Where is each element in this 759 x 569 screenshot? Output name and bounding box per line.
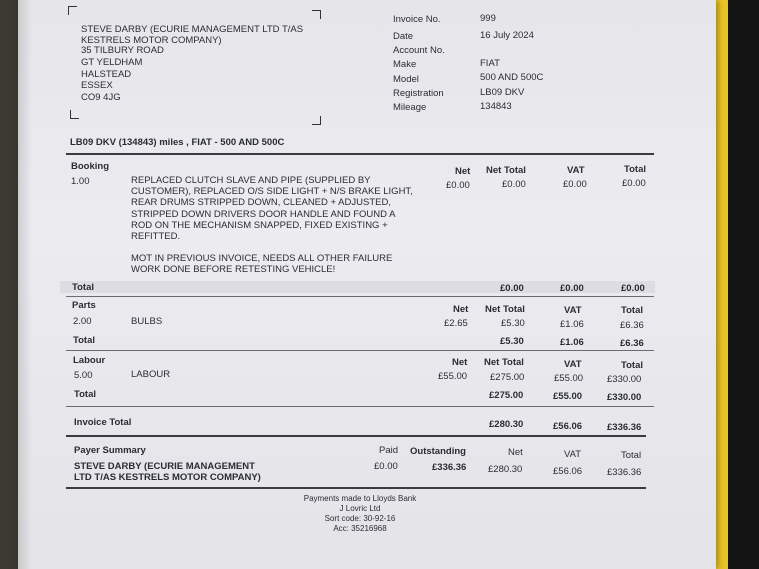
invoice-total-label: Invoice Total [74, 417, 132, 428]
address-line: CO9 4JG [81, 92, 121, 103]
labour-qty: 5.00 [74, 370, 93, 381]
meta-label: Date [393, 31, 414, 42]
labour-vat: £55.00 [554, 373, 584, 384]
booking-sum-vat: £0.00 [560, 283, 584, 294]
booking-sum-net-total: £0.00 [500, 283, 524, 294]
section-heading-parts: Parts [72, 300, 96, 311]
booking-net-total: £0.00 [502, 179, 526, 190]
payer-total: £336.36 [607, 467, 642, 478]
labour-total: £330.00 [607, 374, 642, 385]
meta-label: Registration [393, 88, 444, 99]
labour-sum-vat: £55.00 [553, 391, 583, 402]
payment-bank: Payments made to Lloyds Bank [303, 494, 417, 503]
booking-total: £0.00 [622, 178, 646, 189]
col-header-net-total: Net Total [486, 165, 526, 176]
address-line: 35 TILBURY ROAD [81, 45, 164, 56]
divider [66, 406, 654, 407]
customer-name-line2: KESTRELS MOTOR COMPANY) [81, 35, 222, 46]
parts-sum-vat: £1.06 [560, 337, 584, 348]
paper-shadow [18, 0, 32, 569]
address-corner-bottom-right [312, 116, 321, 125]
labour-net-total: £275.00 [490, 372, 525, 383]
booking-total-label: Total [72, 282, 94, 293]
col-header-net-total: Net Total [485, 304, 525, 315]
invoice-date: 16 July 2024 [480, 30, 534, 41]
booking-qty: 1.00 [71, 176, 90, 187]
booking-sum-total: £0.00 [621, 283, 645, 294]
labour-total-label: Total [74, 389, 96, 400]
parts-total: £6.36 [620, 320, 644, 331]
meta-label: Mileage [393, 102, 427, 113]
col-header-net: Net [453, 304, 469, 315]
vehicle-make: FIAT [480, 58, 500, 69]
labour-net: £55.00 [438, 371, 468, 382]
col-header-vat: VAT [564, 305, 582, 316]
col-header-total: Total [621, 360, 643, 371]
parts-net-total: £5.30 [501, 318, 525, 329]
meta-label: Invoice No. [393, 14, 441, 25]
col-header-total: Total [621, 450, 642, 461]
payer-summary-heading: Payer Summary [74, 445, 146, 456]
payment-company: J Lovric Ltd [339, 504, 381, 513]
parts-description: BULBS [131, 316, 163, 327]
col-header-outstanding: Outstanding [410, 446, 466, 457]
booking-note: MOT IN PREVIOUS INVOICE, NEEDS ALL OTHER FAILURE WORK DONE BEFORE RETESTING VEHICLE! [131, 253, 393, 276]
customer-name-line1: STEVE DARBY (ECURIE MANAGEMENT LTD T/AS [81, 24, 304, 35]
labour-sum-net-total: £275.00 [489, 390, 524, 401]
divider [66, 435, 646, 437]
address-line: ESSEX [81, 80, 113, 91]
col-header-net: Net [455, 166, 471, 177]
booking-net: £0.00 [446, 180, 470, 191]
background-edge [728, 0, 759, 569]
invoice-total-net: £280.30 [489, 419, 524, 430]
col-header-net: Net [508, 447, 523, 458]
col-header-total: Total [621, 305, 643, 316]
col-header-paid: Paid [379, 445, 399, 456]
section-heading-labour: Labour [73, 355, 106, 366]
booking-description: REPLACED CLUTCH SLAVE AND PIPE (SUPPLIED BY CUSTOMER), REPLACED O/S SIDE LIGHT + N/S BRAKE LIGHT, REAR DRUMS STRIPPED DOWN, CLEANED + ADJUSTED, STRIPPED DOWN DRIVERS DOOR HANDLE AND FOUND A ROD ON THE MECHANISM SNAPPED, FIXED EXISTING + REFITTED. [131, 175, 413, 243]
parts-net: £2.65 [444, 318, 468, 329]
address-line: HALSTEAD [81, 69, 132, 80]
invoice-total-total: £336.36 [607, 422, 642, 433]
col-header-vat: VAT [564, 449, 582, 460]
labour-description: LABOUR [131, 369, 171, 380]
address-corner-top-left [68, 6, 77, 15]
address-corner-top-right [312, 10, 321, 19]
payment-sort-code: Sort code: 30-92-16 [324, 514, 396, 523]
col-header-total: Total [624, 164, 646, 175]
divider [66, 153, 654, 155]
col-header-net-total: Net Total [484, 357, 524, 368]
payer-outstanding: £336.36 [432, 462, 467, 473]
labour-sum-total: £330.00 [607, 392, 642, 403]
payer-net: £280.30 [488, 464, 523, 475]
address-corner-bottom-left [70, 110, 79, 119]
payer-vat: £56.06 [553, 466, 583, 477]
payer-name-line1: STEVE DARBY (ECURIE MANAGEMENT [74, 461, 255, 472]
meta-label: Model [393, 74, 419, 85]
parts-vat: £1.06 [560, 319, 584, 330]
payment-account: Acc: 35216968 [333, 524, 387, 533]
meta-label: Make [393, 59, 417, 70]
divider [66, 487, 646, 489]
divider [66, 296, 654, 297]
meta-label: Account No. [393, 45, 445, 56]
parts-total-label: Total [73, 335, 95, 346]
col-header-net: Net [452, 357, 468, 368]
booking-vat: £0.00 [563, 179, 587, 190]
parts-sum-net-total: £5.30 [500, 336, 524, 347]
invoice-number: 999 [480, 13, 496, 24]
payer-paid: £0.00 [374, 461, 398, 472]
address-line: GT YELDHAM [81, 57, 143, 68]
invoice-total-vat: £56.06 [553, 421, 583, 432]
parts-sum-total: £6.36 [620, 338, 644, 349]
parts-qty: 2.00 [73, 316, 92, 327]
section-heading-booking: Booking [71, 161, 109, 172]
vehicle-mileage: 134843 [480, 101, 512, 112]
vehicle-summary-line: LB09 DKV (134843) miles , FIAT - 500 AND 500C [70, 137, 285, 148]
col-header-vat: VAT [567, 165, 585, 176]
vehicle-model: 500 AND 500C [480, 72, 544, 83]
vehicle-registration: LB09 DKV [480, 87, 525, 98]
col-header-vat: VAT [564, 359, 582, 370]
payer-name-line2: LTD T/AS KESTRELS MOTOR COMPANY) [74, 472, 261, 483]
divider [66, 350, 654, 351]
